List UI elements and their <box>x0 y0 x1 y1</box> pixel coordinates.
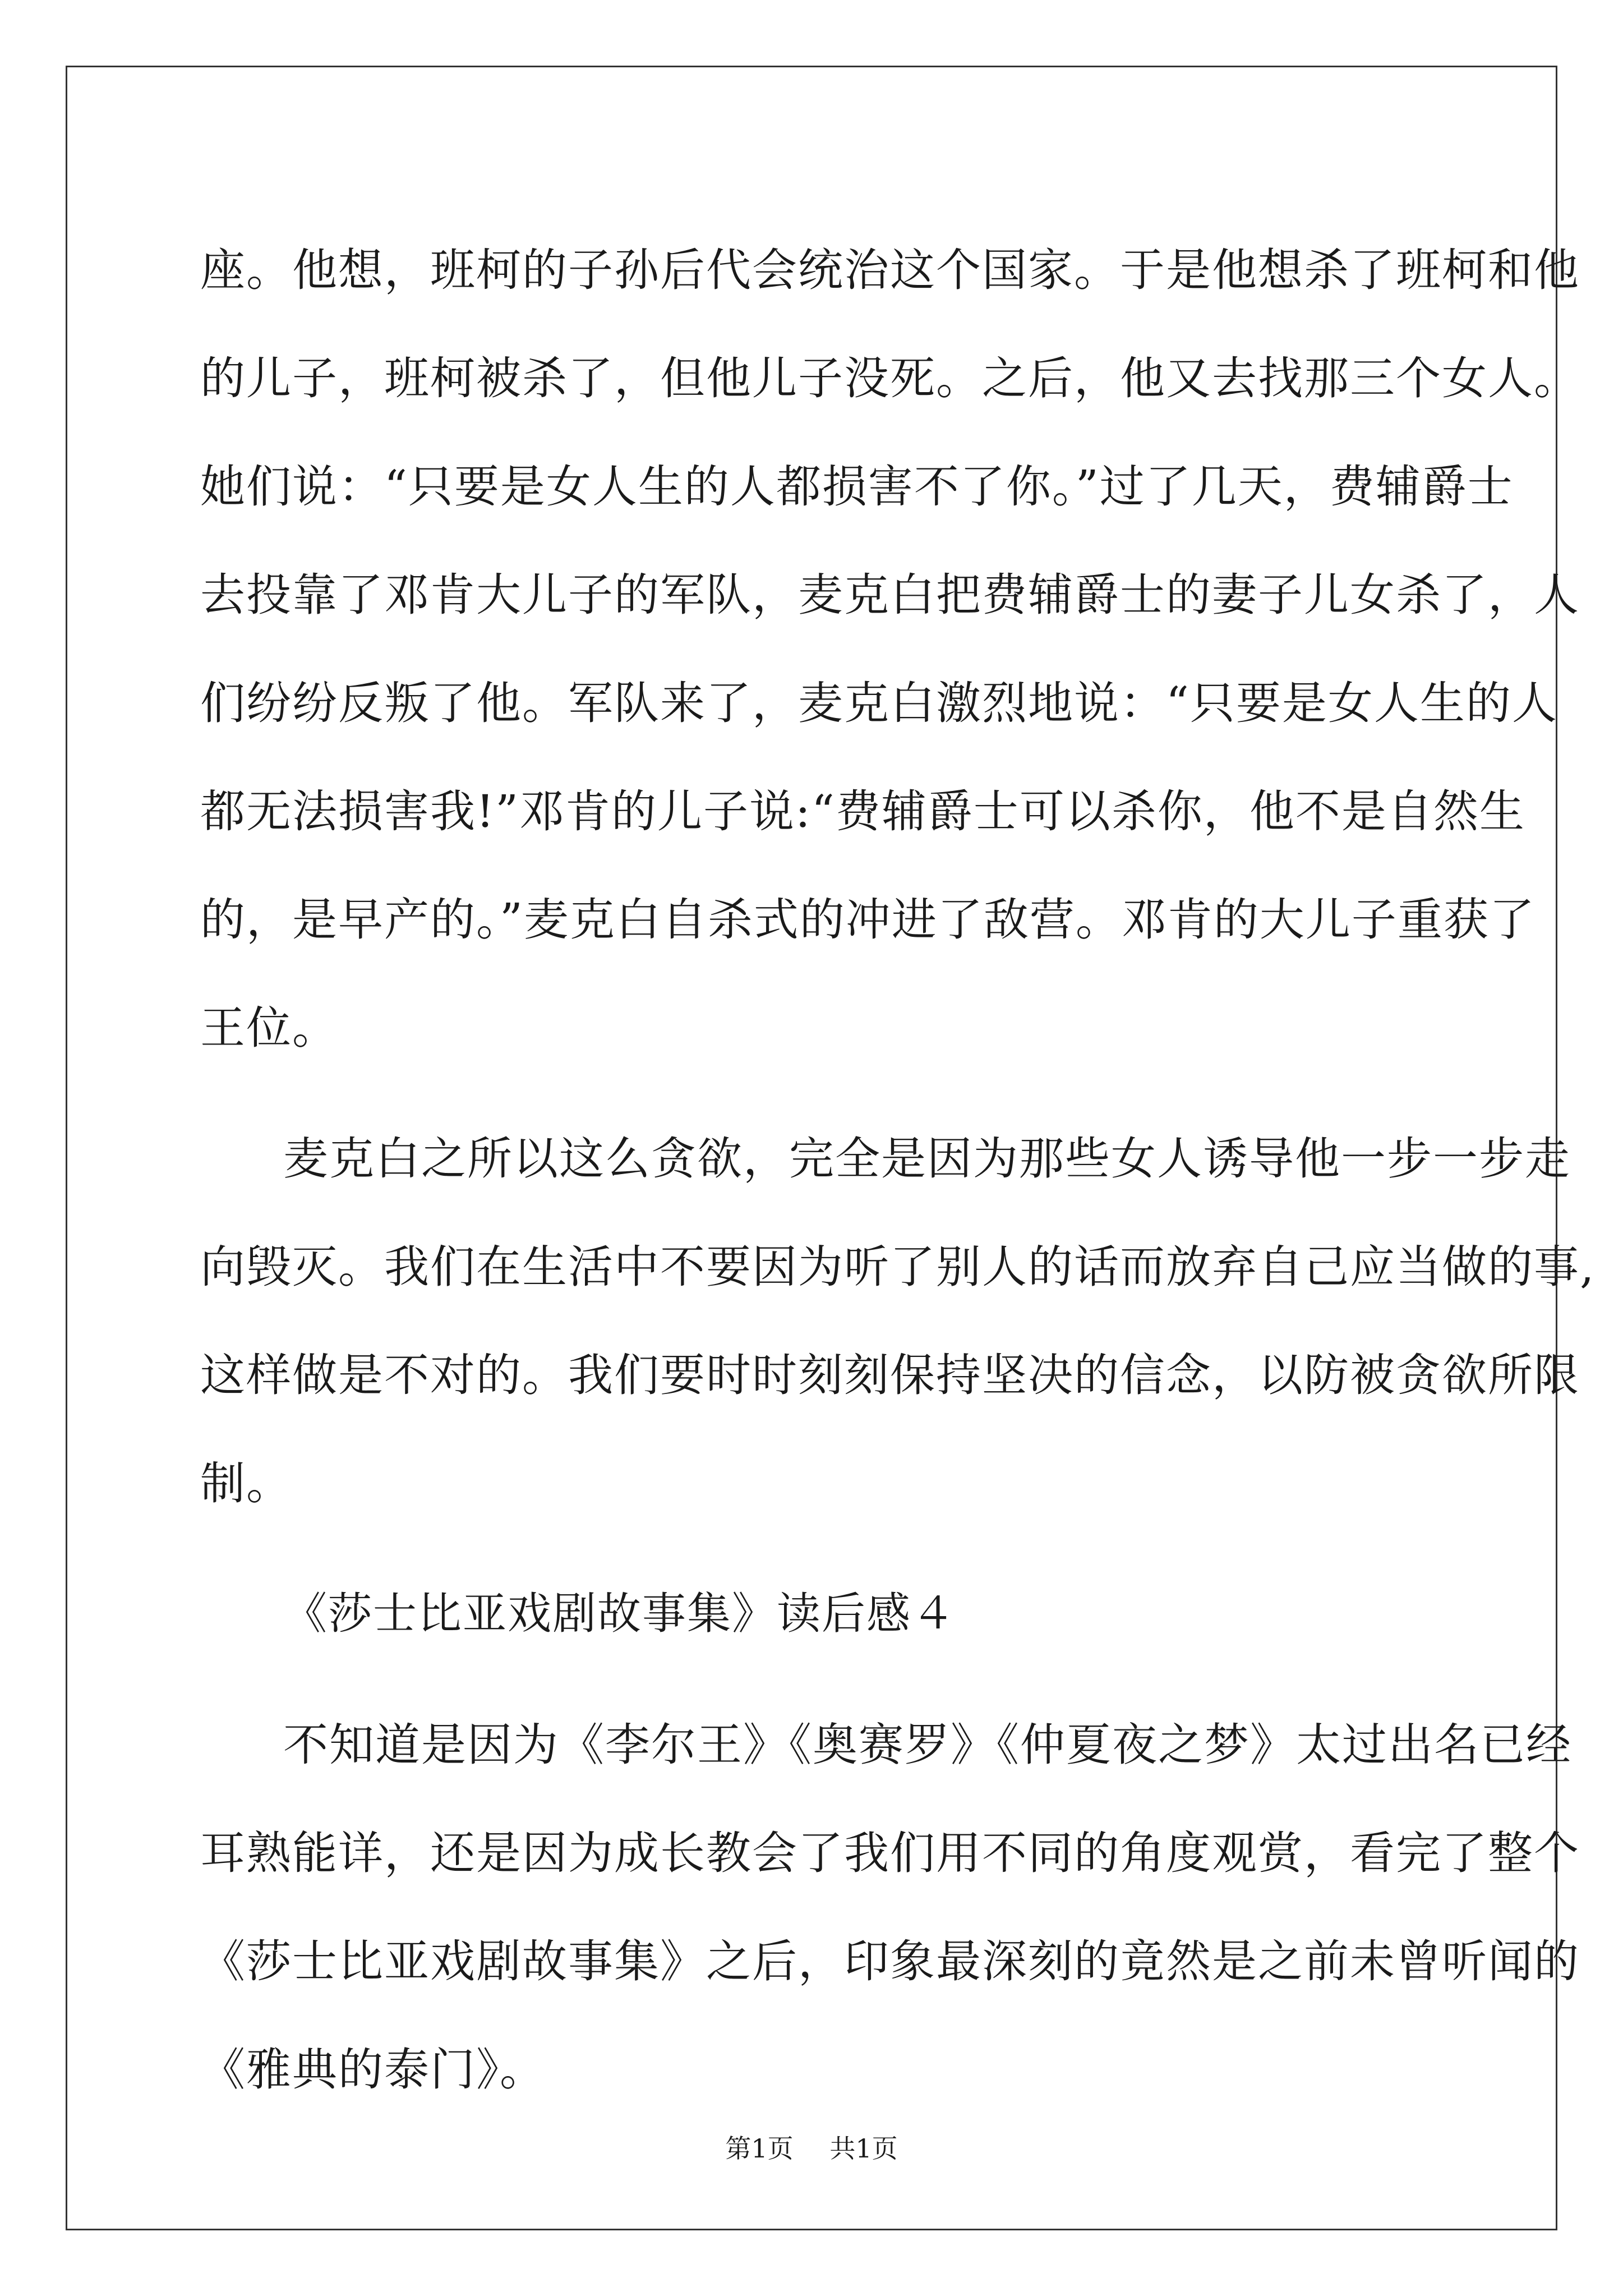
section-heading <box>200 1560 1434 1668</box>
text-line: 的儿子，班柯被杀了，但他儿子没死。之后，他又去找那三个女人。 <box>200 352 1580 404</box>
page-total: 共1页 <box>829 2133 898 2164</box>
text-line: 《莎士比亚戏剧故事集》之后，印象最深刻的竟然是之前未曾听闻的 <box>200 1935 1580 1987</box>
text-line: 这样做是不对的。我们要时时刻刻保持坚决的信念，以防被贪欲所限 <box>200 1349 1580 1401</box>
text-line: 她们说：“只要是女人生的人都损害不了你。”过了几天，费辅爵士 <box>200 461 1514 513</box>
text-line: 制。 <box>200 1457 292 1510</box>
text-line: 《雅典的泰门》。 <box>200 2044 546 2096</box>
text-line: 不知道是因为《李尔王》《奥赛罗》《仲夏夜之梦》太过出名已经 <box>283 1719 1572 1771</box>
paragraph-1 <box>200 216 1580 1082</box>
heading-text: 《莎士比亚戏剧故事集》读后感４ <box>283 1589 957 1639</box>
page-number: 第1页 <box>725 2133 794 2164</box>
text-line: 麦克白之所以这么贪欲，完全是因为那些女人诱导他一步一步走 <box>283 1133 1571 1185</box>
text-line: 的，是早产的。”麦克白自杀式的冲进了敌营。邓肯的大儿子重获了 <box>200 894 1536 946</box>
text-line: 座。他想，班柯的子孙后代会统治这个国家。于是他想杀了班柯和他 <box>200 244 1580 296</box>
text-line: 向毁灭。我们在生活中不要因为听了别人的话而放弃自己应当做的事, <box>200 1241 1596 1293</box>
text-line: 耳熟能详，还是因为成长教会了我们用不同的角度观赏，看完了整个 <box>200 1827 1580 1879</box>
text-line: 们纷纷反叛了他。军队来了，麦克白激烈地说：“只要是女人生的人 <box>200 677 1558 729</box>
paragraph-3 <box>200 1691 1580 2124</box>
paragraph-2 <box>200 1105 1596 1538</box>
document-body <box>200 216 1596 2124</box>
page-footer <box>0 2132 1623 2165</box>
text-line: 都无法损害我!”邓肯的儿子说:“费辅爵士可以杀你，他不是自然生 <box>200 785 1525 838</box>
text-line: 去投靠了邓肯大儿子的军队，麦克白把费辅爵士的妻子儿女杀了，人 <box>200 569 1580 621</box>
text-line: 王位。 <box>200 1002 338 1054</box>
